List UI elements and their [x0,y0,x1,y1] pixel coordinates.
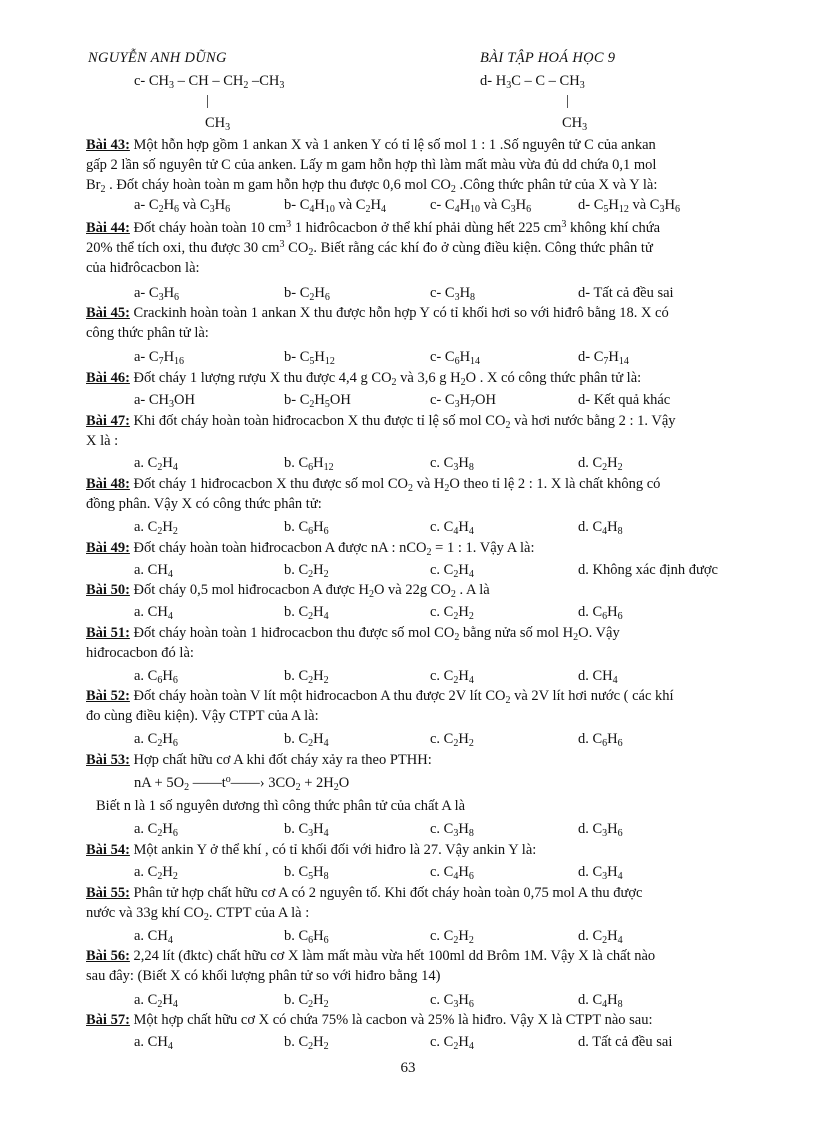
option-b: b. $C_5H_8$ [284,864,329,882]
option-a: a. $C_2H_4$ [134,992,178,1010]
options-row [134,560,784,580]
options-row [134,195,784,215]
question-51 [86,623,776,663]
question-text-line: Phân tử hợp chất hữu cơ A có 2 nguyên tố. Khi đốt cháy hoàn toàn 0,75 mol A thu được [129,885,643,901]
option-d: d- Kết quả khác [578,392,671,408]
option-a: a- $CH_3OH$ [134,392,195,410]
option-a: a- $C_7H_{16}$ [134,349,185,367]
option-d: d. Tất cả đều sai [578,1034,673,1050]
option-d: d. $C_2H_4$ [578,928,623,946]
option-d: d. $C_2H_2$ [578,455,623,473]
question-text-line: sau đây: (Biết X có khối lượng phân tử so với hiđro bằng 14) [86,968,441,984]
question-54 [86,840,776,860]
question-44 [86,218,776,278]
question-label: Bài 51: [86,625,130,641]
option-b: b. $C_6H_6$ [284,519,329,537]
option-b: b- $C_4H_{10}$ và $C_2H_4$ [284,197,386,215]
option-c: c. $C_4H_4$ [430,519,474,537]
question-label: Bài 57: [86,1012,130,1028]
question-label: Bài 53: [86,752,130,768]
question-text-line: nước và 33g khí $CO_2$. CTPT của A là : [86,905,310,923]
question-text-line: Một hợp chất hữu cơ X có chứa 75% là cacbon và 25% là hiđro. Vậy X là CTPT nào sau: [129,1012,653,1028]
question-45 [86,303,776,343]
option-d: d. $C_6H_6$ [578,604,623,622]
option-a: a. $CH_4$ [134,928,173,946]
question-text-line: Khi đốt cháy hoàn toàn hiđrocacbon X thu được tỉ lệ số mol $CO_2$ và hơi nước bằng 2 : 1. Vậy [129,413,676,431]
option-d: d- $C_7H_{14}$ [578,349,629,367]
structure-d-main: d- $H_3C$ – C – $CH_3$ [480,73,585,91]
option-c: c- $C_3H_7OH$ [430,392,496,410]
question-50 [86,580,776,600]
option-d: d. $C_4H_8$ [578,519,623,537]
option-b: b. $C_2H_4$ [284,731,329,749]
question-text-line: đồng phân. Vậy X có công thức phân tử: [86,496,322,512]
question-label: Bài 52: [86,688,130,704]
option-b: b. $C_6H_6$ [284,928,329,946]
question-label: Bài 54: [86,842,130,858]
option-a: a. $C_2H_6$ [134,821,178,839]
option-a: a. $C_2H_2$ [134,519,178,537]
option-b: b. $C_6H_{12}$ [284,455,334,473]
question-48 [86,474,776,514]
question-label: Bài 45: [86,305,130,321]
question-label: Bài 44: [86,220,130,236]
structure-d-branch: $CH_3$ [562,115,588,133]
question-43 [86,135,776,195]
question-57 [86,1010,776,1030]
reaction-equation: nA + $5O_2$ $——t^o——›$ $3CO_2 + 2H_2O$ [134,774,350,793]
options-row [134,666,784,686]
option-b: b. $C_2H_2$ [284,562,329,580]
option-b: b. $C_3H_4$ [284,821,329,839]
structure-d-bond: | [566,93,569,109]
question-text-line: Hợp chất hữu cơ A khi đốt cháy xảy ra theo PTHH: [129,752,432,768]
question-55 [86,883,776,923]
options-row [134,729,784,749]
question-text-line: Đốt cháy 1 lượng rượu X thu được 4,4 g $CO_2$ và 3,6 g $H_2O$ . X có công thức phân tử là: [129,370,642,388]
option-c: c. $C_4H_6$ [430,864,474,882]
question-text-line: công thức phân tử là: [86,325,209,341]
options-row [134,1032,784,1052]
question-text-line: Một hỗn hợp gồm 1 ankan X và 1 anken Y có tỉ lệ số mol 1 : 1 .Số nguyên tử C của ankan [129,137,656,153]
options-row [134,819,784,839]
question-52 [86,686,776,726]
question-label: Bài 47: [86,413,130,429]
option-d: d. $CH_4$ [578,668,618,686]
question-text-line: Crackinh hoàn toàn 1 ankan X thu được hỗn hợp Y có tỉ khối hơi so với hiđrô bằng 18. X có [129,305,669,321]
question-text-line: của hiđrôcacbon là: [86,260,200,276]
question-text-line: X là : [86,433,119,449]
options-row [134,347,784,367]
options-row [134,926,784,946]
question-49 [86,538,776,558]
option-c: c. $C_3H_8$ [430,455,474,473]
question-label: Bài 56: [86,948,130,964]
structure-c-branch: $CH_3$ [205,115,231,133]
question-text-line: Đốt cháy 1 hiđrocacbon X thu được số mol $CO_2$ và $H_2O$ theo tỉ lệ 2 : 1. X là chất không có [129,476,661,494]
question-label: Bài 49: [86,540,130,556]
options-row [134,283,784,303]
option-a: a. $CH_4$ [134,604,173,622]
option-d: d- Tất cả đều sai [578,285,674,301]
question-label: Bài 55: [86,885,130,901]
structure-c-bond: | [206,93,209,109]
question-label: Bài 46: [86,370,130,386]
structure-c-main: c- $CH_3$ – CH – $CH_2$ $-CH_3$ [134,73,285,91]
question-text-line: Đốt cháy hoàn toàn V lít một hiđrocacbon A thu được 2V lít $CO_2$ và 2V lít hơi nước ( các khí [129,688,674,706]
question-label: Bài 43: [86,137,130,153]
option-a: a. $C_2H_2$ [134,864,178,882]
option-c: c. $C_2H_2$ [430,731,474,749]
option-c: c- $C_6H_{14}$ [430,349,481,367]
question-text-line: hiđrocacbon đó là: [86,645,194,661]
option-d: d. $C_6H_6$ [578,731,623,749]
option-c: c- $C_4H_{10}$ và $C_3H_6$ [430,197,532,215]
options-row [134,602,784,622]
option-d: d- $C_5H_{12}$ và $C_3H_6$ [578,197,680,215]
option-c: c. $C_2H_4$ [430,562,474,580]
page-number: 63 [400,1060,416,1076]
option-b: b- $C_2H_6$ [284,285,330,303]
options-row [134,453,784,473]
options-row [134,390,784,410]
question-text-line: 2,24 lít (đktc) chất hữu cơ X làm mất màu vừa hết 100ml dd Brôm 1M. Vậy X là chất nào [129,948,656,964]
question-text-line: Một ankin Y ở thể khí , có tỉ khối đối với hiđro là 27. Vậy ankin Y là: [129,842,537,858]
option-a: a. $CH_4$ [134,1034,173,1052]
option-a: a- $C_3H_6$ [134,285,180,303]
option-a: a. $C_2H_4$ [134,455,178,473]
option-c: c. $C_2H_4$ [430,668,474,686]
options-row [134,862,784,882]
option-a: a- $C_2H_6$ và $C_3H_6$ [134,197,231,215]
question-text-line: $Br_2$ . Đốt cháy hoàn toàn m gam hỗn hợp thu được 0,6 mol $CO_2$ .Công thức phân tử của X và Y là: [86,177,658,195]
option-b: b. $C_2H_4$ [284,604,329,622]
option-c: c. $C_2H_2$ [430,928,474,946]
option-b: b. $C_2H_2$ [284,668,329,686]
question-text-line: đo cùng điều kiện). Vậy CTPT của A là: [86,708,319,724]
question-56 [86,946,776,986]
question-label: Bài 50: [86,582,130,598]
option-b: b- $C_2H_5OH$ [284,392,351,410]
option-c: c. $C_2H_2$ [430,604,474,622]
option-b: b. $C_2H_2$ [284,992,329,1010]
option-d: d. $C_3H_4$ [578,864,623,882]
option-b: b. $C_2H_2$ [284,1034,329,1052]
options-row [134,990,784,1010]
option-a: a. $C_6H_6$ [134,668,178,686]
header-author: NGUYỄN ANH DŨNG [88,50,227,66]
option-d: d. $C_4H_8$ [578,992,623,1010]
question-46 [86,368,776,388]
question-53 [86,750,776,770]
option-d: d. Không xác định được [578,562,718,578]
option-c: c. $C_3H_8$ [430,821,474,839]
option-a: a. $C_2H_6$ [134,731,178,749]
question-text-line: gấp 2 lần số nguyên tử C của anken. Lấy m gam hỗn hợp thì làm mất màu vừa đủ dd chứa 0,1 mol [86,157,657,173]
option-d: d. $C_3H_6$ [578,821,623,839]
header-title: BÀI TẬP HOÁ HỌC 9 [480,50,616,66]
options-row [134,517,784,537]
question-text-line: Đốt cháy hoàn toàn hiđrocacbon A được nA : nCO$_2$ = 1 : 1. Vậy A là: [129,540,535,558]
question-label: Bài 48: [86,476,130,492]
question-text-line: 20% thể tích oxi, thu được 30 $cm^3$ $CO_2$. Biết rằng các khí đo ở cùng điều kiện. Công thức phân tử [86,239,653,258]
question-note: Biết n là 1 số nguyên dương thì công thức phân tử của chất A là [96,798,466,814]
question-47 [86,411,776,451]
option-c: c. $C_2H_4$ [430,1034,474,1052]
option-c: c- $C_3H_8$ [430,285,476,303]
option-a: a. $CH_4$ [134,562,173,580]
option-c: c. $C_3H_6$ [430,992,474,1010]
question-text-line: Đốt cháy 0,5 mol hiđrocacbon A được $H_2O$ và 22g $CO_2$ . A là [129,582,490,600]
option-b: b- $C_5H_{12}$ [284,349,335,367]
question-text-line: Đốt cháy hoàn toàn 1 hiđrocacbon thu được số mol $CO_2$ bằng nửa số mol $H_2O$. Vậy [129,625,620,643]
question-text-line: Đốt cháy hoàn toàn 10 $cm^3$ 1 hiđrôcacbon ở thể khí phải dùng hết 225 $cm^3$ không khí chứa [129,219,661,236]
